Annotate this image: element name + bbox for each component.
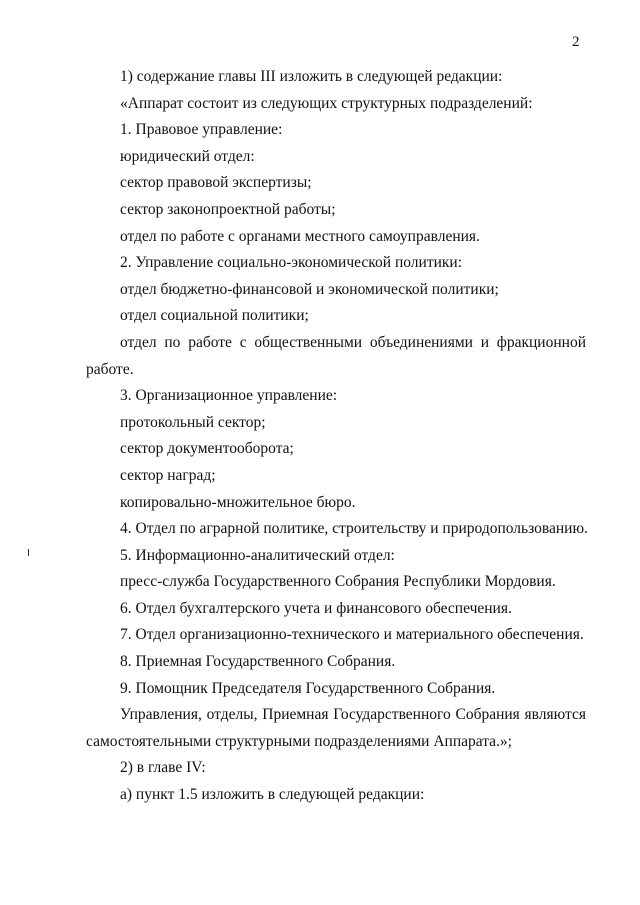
text-line: 5. Информационно-аналитический отдел: bbox=[120, 546, 395, 564]
text-line: отдел бюджетно-финансовой и экономической политики; bbox=[120, 280, 499, 298]
text-line: сектор правовой экспертизы; bbox=[120, 174, 312, 192]
text-line: 1. Правовое управление: bbox=[120, 121, 283, 139]
margin-mark bbox=[28, 549, 29, 556]
text-line: а) пункт 1.5 изложить в следующей редакции: bbox=[120, 786, 425, 804]
document-body bbox=[86, 64, 586, 809]
text-line: протокольный сектор; bbox=[120, 413, 266, 431]
text-line: самостоятельными структурными подразделениями Аппарата.»; bbox=[86, 732, 512, 750]
text-line: отдел по работе с органами местного самоуправления. bbox=[120, 227, 480, 245]
text-line: сектор наград; bbox=[120, 466, 216, 484]
text-line: 4. Отдел по аграрной политике, строительству и природопользованию. bbox=[120, 520, 588, 538]
text-line: работе. bbox=[86, 360, 134, 378]
text-line: сектор документооборота; bbox=[120, 440, 294, 458]
text-line: юридический отдел: bbox=[120, 147, 255, 165]
text-line: 7. Отдел организационно-технического и материального обеспечения. bbox=[120, 626, 584, 644]
text-line: 6. Отдел бухгалтерского учета и финансового обеспечения. bbox=[120, 599, 512, 617]
text-line: копировально-множительное бюро. bbox=[120, 493, 356, 511]
page-number: 2 bbox=[572, 34, 580, 50]
text-line: «Аппарат состоит из следующих структурных подразделений: bbox=[120, 94, 533, 112]
text-line: отдел по работе с общественными объединениями и фракционной bbox=[120, 333, 586, 351]
text-line: отдел социальной политики; bbox=[120, 307, 309, 325]
text-line: Управления, отделы, Приемная Государственного Собрания являются bbox=[120, 706, 586, 724]
text-line: сектор законопроектной работы; bbox=[120, 200, 336, 218]
text-line: пресс-служба Государственного Собрания Республики Мордовия. bbox=[120, 573, 556, 591]
text-line: 2) в главе IV: bbox=[120, 759, 206, 777]
text-line: 1) содержание главы III изложить в следующей редакции: bbox=[120, 68, 503, 85]
text-line: 2. Управление социально-экономической политики: bbox=[120, 254, 463, 272]
text-line: 8. Приемная Государственного Собрания. bbox=[120, 653, 396, 671]
text-line: 9. Помощник Председателя Государственного Собрания. bbox=[120, 679, 496, 697]
text-line: 3. Организационное управление: bbox=[120, 387, 338, 405]
